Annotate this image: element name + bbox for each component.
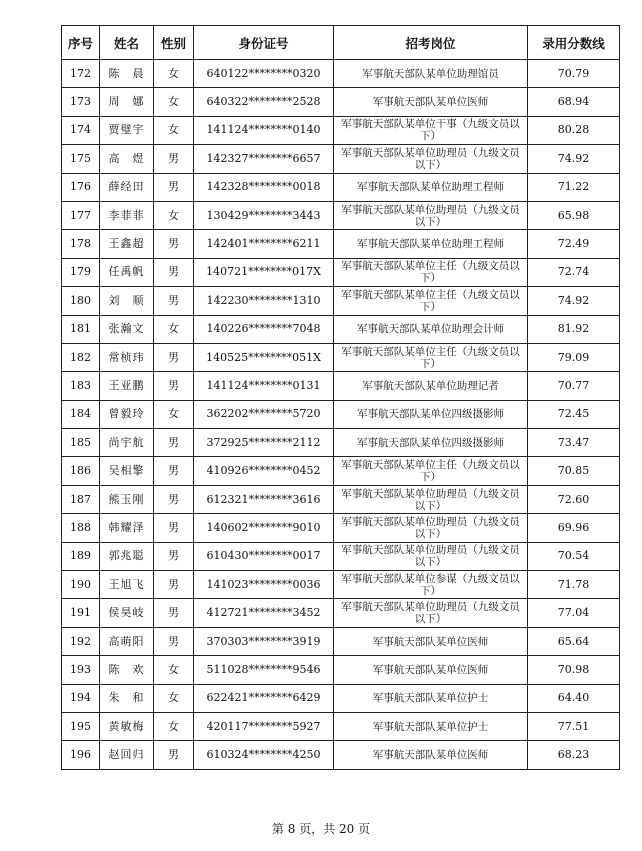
cell-gender: 女: [154, 712, 194, 740]
cell-score: 69.96: [528, 514, 620, 542]
table-row: [62, 514, 620, 542]
cell-gender: 男: [154, 741, 194, 769]
cell-score: 70.79: [528, 60, 620, 88]
cell-position: 军事航天部队某单位医师: [334, 627, 528, 655]
cell-name: 任禹帆: [100, 258, 154, 286]
cell-position: 军事航天部队某单位医师: [334, 741, 528, 769]
table-row: [62, 712, 620, 740]
cell-name: 周 娜: [100, 88, 154, 116]
cell-position: 军事航天部队某单位主任（九级文员以下）: [334, 287, 528, 315]
cell-score: 81.92: [528, 315, 620, 343]
cell-seq: 176: [62, 173, 100, 201]
cell-id-number: 142230********1310: [194, 287, 334, 315]
cell-score: 64.40: [528, 684, 620, 712]
cell-id-number: 640122********0320: [194, 60, 334, 88]
cell-position: 军事航天部队某单位医师: [334, 88, 528, 116]
cell-gender: 男: [154, 372, 194, 400]
cell-seq: 186: [62, 457, 100, 485]
cell-id-number: 140602********9010: [194, 514, 334, 542]
cell-id-number: 610430********0017: [194, 542, 334, 570]
cell-score: 73.47: [528, 429, 620, 457]
cell-gender: 男: [154, 429, 194, 457]
table-row: [62, 599, 620, 627]
table-row: [62, 485, 620, 513]
header-id: 身份证号: [194, 26, 334, 60]
cell-seq: 179: [62, 258, 100, 286]
table-row: [62, 60, 620, 88]
cell-gender: 男: [154, 571, 194, 599]
cell-seq: 181: [62, 315, 100, 343]
cell-name: 侯昊岐: [100, 599, 154, 627]
cell-gender: 女: [154, 116, 194, 144]
cell-seq: 173: [62, 88, 100, 116]
cell-name: 贾璧宇: [100, 116, 154, 144]
cell-seq: 195: [62, 712, 100, 740]
cell-id-number: 142328********0018: [194, 173, 334, 201]
cell-position: 军事航天部队某单位助理员（九级文员以下）: [334, 542, 528, 570]
table-row: [62, 457, 620, 485]
cell-score: 80.28: [528, 116, 620, 144]
cell-score: 68.23: [528, 741, 620, 769]
cell-position: 军事航天部队某单位助理员（九级文员以下）: [334, 145, 528, 173]
cell-score: 70.98: [528, 656, 620, 684]
cell-position: 军事航天部队某单位助理员（九级文员以下）: [334, 514, 528, 542]
cell-score: 70.54: [528, 542, 620, 570]
cell-name: 刘 顺: [100, 287, 154, 315]
cell-score: 71.78: [528, 571, 620, 599]
cell-id-number: 420117********5927: [194, 712, 334, 740]
cell-name: 常桢玮: [100, 343, 154, 371]
header-position: 招考岗位: [334, 26, 528, 60]
cell-gender: 女: [154, 60, 194, 88]
cell-seq: 184: [62, 400, 100, 428]
header-seq: 序号: [62, 26, 100, 60]
cell-position: 军事航天部队某单位助理员（九级文员以下）: [334, 599, 528, 627]
cell-seq: 196: [62, 741, 100, 769]
cell-score: 70.77: [528, 372, 620, 400]
cell-name: 陈 晨: [100, 60, 154, 88]
cell-seq: 194: [62, 684, 100, 712]
cell-id-number: 610324********4250: [194, 741, 334, 769]
cell-seq: 174: [62, 116, 100, 144]
cell-seq: 172: [62, 60, 100, 88]
cell-name: 李菲菲: [100, 201, 154, 229]
cell-id-number: 372925********2112: [194, 429, 334, 457]
cell-score: 77.04: [528, 599, 620, 627]
cell-score: 74.92: [528, 287, 620, 315]
cell-id-number: 142401********6211: [194, 230, 334, 258]
cell-gender: 男: [154, 627, 194, 655]
cell-name: 熊玉刚: [100, 485, 154, 513]
cell-gender: 女: [154, 315, 194, 343]
cell-score: 74.92: [528, 145, 620, 173]
table-row: [62, 230, 620, 258]
cell-score: 71.22: [528, 173, 620, 201]
cell-id-number: 612321********3616: [194, 485, 334, 513]
table-row: [62, 571, 620, 599]
cell-position: 军事航天部队某单位参谋（九级文员以下）: [334, 571, 528, 599]
cell-seq: 177: [62, 201, 100, 229]
cell-id-number: 141124********0131: [194, 372, 334, 400]
cell-gender: 男: [154, 173, 194, 201]
cell-score: 65.98: [528, 201, 620, 229]
cell-position: 军事航天部队某单位四级摄影师: [334, 429, 528, 457]
table-row: [62, 116, 620, 144]
table-row: [62, 258, 620, 286]
table-body: [62, 60, 620, 770]
cell-gender: 男: [154, 145, 194, 173]
table-row: [62, 542, 620, 570]
cell-position: 军事航天部队某单位主任（九级文员以下）: [334, 258, 528, 286]
cell-position: 军事航天部队某单位医师: [334, 656, 528, 684]
cell-position: 军事航天部队某单位护士: [334, 712, 528, 740]
cell-gender: 女: [154, 656, 194, 684]
table-row: [62, 627, 620, 655]
cell-id-number: 140226********7048: [194, 315, 334, 343]
cell-gender: 男: [154, 230, 194, 258]
table-row: [62, 656, 620, 684]
cell-name: 高萌阳: [100, 627, 154, 655]
cell-name: 尚宇航: [100, 429, 154, 457]
table-row: [62, 684, 620, 712]
cell-id-number: 141023********0036: [194, 571, 334, 599]
cell-score: 72.45: [528, 400, 620, 428]
cell-score: 77.51: [528, 712, 620, 740]
cell-seq: 178: [62, 230, 100, 258]
table-row: [62, 741, 620, 769]
cell-seq: 192: [62, 627, 100, 655]
document-page: [61, 25, 619, 770]
cell-seq: 193: [62, 656, 100, 684]
table-row: [62, 400, 620, 428]
cell-name: 曾毅玲: [100, 400, 154, 428]
cell-id-number: 511028********9546: [194, 656, 334, 684]
cell-score: 70.85: [528, 457, 620, 485]
cell-name: 王旭飞: [100, 571, 154, 599]
cell-seq: 180: [62, 287, 100, 315]
cell-gender: 男: [154, 599, 194, 627]
cell-seq: 183: [62, 372, 100, 400]
admission-table: [61, 25, 620, 770]
table-row: [62, 372, 620, 400]
cell-gender: 男: [154, 457, 194, 485]
cell-gender: 女: [154, 684, 194, 712]
cell-seq: 182: [62, 343, 100, 371]
cell-seq: 191: [62, 599, 100, 627]
cell-name: 赵回归: [100, 741, 154, 769]
cell-position: 军事航天部队某单位助理工程师: [334, 173, 528, 201]
table-header-row: [62, 26, 620, 60]
cell-score: 68.94: [528, 88, 620, 116]
cell-id-number: 141124********0140: [194, 116, 334, 144]
header-name: 姓名: [100, 26, 154, 60]
cell-position: 军事航天部队某单位助理员（九级文员以下）: [334, 201, 528, 229]
cell-name: 吴相擎: [100, 457, 154, 485]
cell-position: 军事航天部队某单位护士: [334, 684, 528, 712]
cell-name: 韩耀泽: [100, 514, 154, 542]
table-row: [62, 343, 620, 371]
cell-id-number: 362202********5720: [194, 400, 334, 428]
cell-id-number: 410926********0452: [194, 457, 334, 485]
cell-id-number: 640322********2528: [194, 88, 334, 116]
cell-position: 军事航天部队某单位干事（九级文员以下）: [334, 116, 528, 144]
cell-score: 72.74: [528, 258, 620, 286]
header-gender: 性别: [154, 26, 194, 60]
cell-gender: 男: [154, 514, 194, 542]
page-number: 第 8 页，共 20 页: [271, 822, 371, 836]
cell-gender: 男: [154, 258, 194, 286]
cell-gender: 女: [154, 400, 194, 428]
cell-position: 军事航天部队某单位主任（九级文员以下）: [334, 343, 528, 371]
cell-name: 高 煜: [100, 145, 154, 173]
cell-position: 军事航天部队某单位助理馆员: [334, 60, 528, 88]
cell-position: 军事航天部队某单位助理员（九级文员以下）: [334, 485, 528, 513]
cell-id-number: 140721********017X: [194, 258, 334, 286]
table-row: [62, 145, 620, 173]
cell-name: 郭兆聪: [100, 542, 154, 570]
cell-id-number: 370303********3919: [194, 627, 334, 655]
table-row: [62, 315, 620, 343]
cell-gender: 男: [154, 343, 194, 371]
cell-gender: 女: [154, 201, 194, 229]
cell-id-number: 140525********051X: [194, 343, 334, 371]
table-row: [62, 201, 620, 229]
cell-name: 张瀚文: [100, 315, 154, 343]
cell-score: 72.60: [528, 485, 620, 513]
table-row: [62, 287, 620, 315]
cell-score: 72.49: [528, 230, 620, 258]
cell-name: 王亚鹏: [100, 372, 154, 400]
cell-id-number: 412721********3452: [194, 599, 334, 627]
cell-position: 军事航天部队某单位助理会计师: [334, 315, 528, 343]
cell-name: 薛经田: [100, 173, 154, 201]
cell-id-number: 622421********6429: [194, 684, 334, 712]
cell-score: 79.09: [528, 343, 620, 371]
table-row: [62, 88, 620, 116]
header-score: 录用分数线: [528, 26, 620, 60]
cell-seq: 187: [62, 485, 100, 513]
cell-seq: 188: [62, 514, 100, 542]
cell-gender: 女: [154, 88, 194, 116]
table-row: [62, 173, 620, 201]
cell-score: 65.64: [528, 627, 620, 655]
cell-seq: 189: [62, 542, 100, 570]
cell-name: 陈 欢: [100, 656, 154, 684]
cell-name: 朱 和: [100, 684, 154, 712]
cell-position: 军事航天部队某单位四级摄影师: [334, 400, 528, 428]
cell-id-number: 142327********6657: [194, 145, 334, 173]
cell-id-number: 130429********3443: [194, 201, 334, 229]
cell-seq: 190: [62, 571, 100, 599]
cell-gender: 男: [154, 542, 194, 570]
cell-name: 黄敏梅: [100, 712, 154, 740]
cell-gender: 男: [154, 485, 194, 513]
table-row: [62, 429, 620, 457]
cell-position: 军事航天部队某单位助理工程师: [334, 230, 528, 258]
cell-position: 军事航天部队某单位主任（九级文员以下）: [334, 457, 528, 485]
cell-seq: 185: [62, 429, 100, 457]
cell-gender: 男: [154, 287, 194, 315]
cell-name: 王鑫超: [100, 230, 154, 258]
cell-position: 军事航天部队某单位助理记者: [334, 372, 528, 400]
cell-seq: 175: [62, 145, 100, 173]
